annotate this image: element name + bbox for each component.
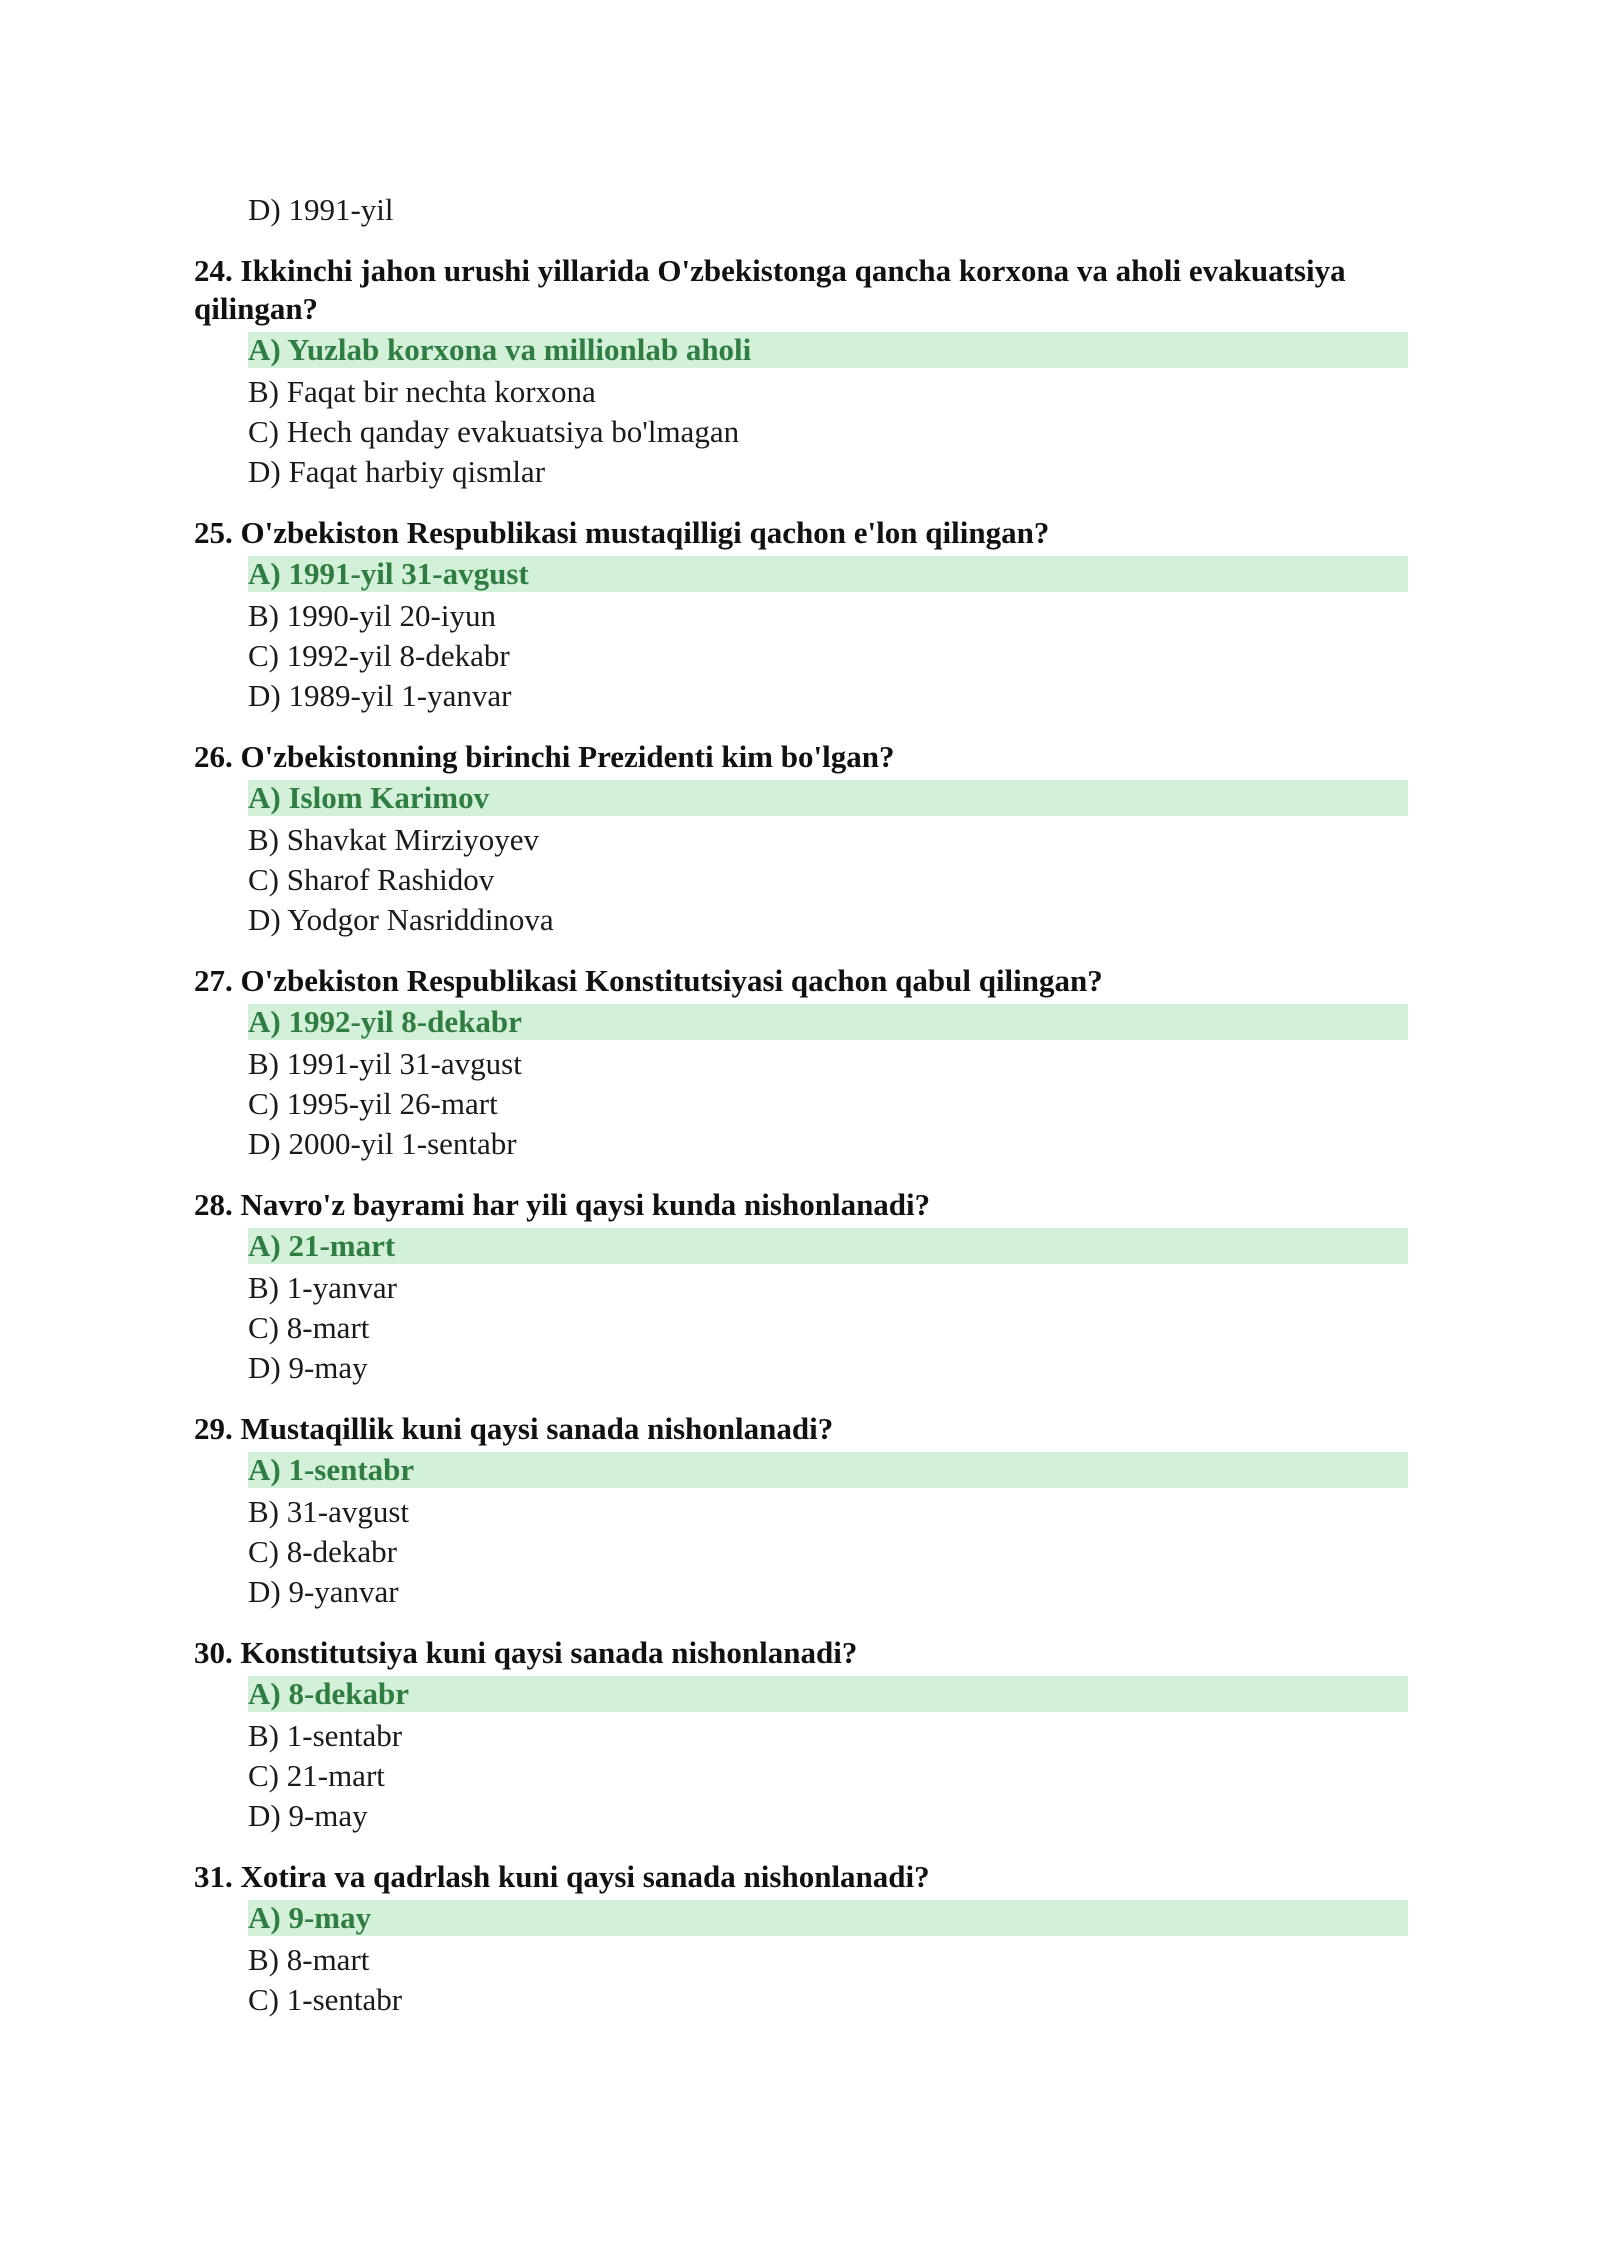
question-text: 29. Mustaqillik kuni qaysi sanada nishonlanadi? bbox=[194, 1411, 834, 1446]
answer-options bbox=[194, 780, 1408, 940]
question-block bbox=[194, 1634, 1408, 1836]
correct-answer-option: A) 1992-yil 8-dekabr bbox=[248, 1004, 1408, 1040]
answer-option: C) Hech qanday evakuatsiya bo'lmagan bbox=[248, 414, 740, 449]
correct-answer-option: A) 1-sentabr bbox=[248, 1452, 1408, 1488]
answer-option: B) Faqat bir nechta korxona bbox=[248, 374, 596, 409]
question-text: 28. Navro'z bayrami har yili qaysi kunda nishonlanadi? bbox=[194, 1187, 931, 1222]
answer-option: B) 8-mart bbox=[248, 1942, 370, 1977]
question-text: 25. O'zbekiston Respublikasi mustaqilligi qachon e'lon qilingan? bbox=[194, 515, 1050, 550]
answer-option: D) 9-yanvar bbox=[248, 1574, 399, 1609]
answer-option: D) 9-may bbox=[248, 1798, 368, 1833]
answer-option: C) 1995-yil 26-mart bbox=[248, 1086, 498, 1121]
answer-option: C) 1992-yil 8-dekabr bbox=[248, 638, 510, 673]
answer-option: D) Yodgor Nasriddinova bbox=[248, 902, 554, 937]
answer-option: D) Faqat harbiy qismlar bbox=[248, 454, 546, 489]
answer-option: C) Sharof Rashidov bbox=[248, 862, 495, 897]
answer-option: C) 8-mart bbox=[248, 1310, 370, 1345]
question-text: 27. O'zbekiston Respublikasi Konstitutsiyasi qachon qabul qilingan? bbox=[194, 963, 1103, 998]
answer-option: D) 9-may bbox=[248, 1350, 368, 1385]
question-block bbox=[194, 962, 1408, 1164]
answer-options bbox=[194, 1228, 1408, 1388]
question-block bbox=[194, 738, 1408, 940]
question-text: 30. Konstitutsiya kuni qaysi sanada nishonlanadi? bbox=[194, 1635, 858, 1670]
answer-option: C) 21-mart bbox=[248, 1758, 385, 1793]
answer-options bbox=[194, 1452, 1408, 1612]
correct-answer-option: A) 21-mart bbox=[248, 1228, 1408, 1264]
quiz-content bbox=[194, 190, 1408, 2020]
answer-option: C) 1-sentabr bbox=[248, 1982, 403, 2017]
correct-answer-option: A) 8-dekabr bbox=[248, 1676, 1408, 1712]
question-block bbox=[194, 1858, 1408, 2020]
correct-answer-option: A) Islom Karimov bbox=[248, 780, 1408, 816]
question-block bbox=[194, 1410, 1408, 1612]
answer-options bbox=[194, 1004, 1408, 1164]
answer-option: B) 1-sentabr bbox=[248, 1718, 403, 1753]
question-text: 26. O'zbekistonning birinchi Prezidenti kim bo'lgan? bbox=[194, 739, 895, 774]
answer-options bbox=[194, 332, 1408, 492]
question-text: 31. Xotira va qadrlash kuni qaysi sanada nishonlanadi? bbox=[194, 1859, 930, 1894]
answer-options bbox=[194, 556, 1408, 716]
question-text: 24. Ikkinchi jahon urushi yillarida O'zbekistonga qancha korxona va aholi evakuatsiya qilingan? bbox=[194, 253, 1346, 326]
answer-option: B) Shavkat Mirziyoyev bbox=[248, 822, 540, 857]
answer-options bbox=[194, 1676, 1408, 1836]
answer-options bbox=[194, 1900, 1408, 2020]
question-block bbox=[194, 1186, 1408, 1388]
question-block bbox=[194, 252, 1408, 492]
correct-answer-option: A) Yuzlab korxona va millionlab aholi bbox=[248, 332, 1408, 368]
correct-answer-option: A) 1991-yil 31-avgust bbox=[248, 556, 1408, 592]
answer-option: B) 1-yanvar bbox=[248, 1270, 397, 1305]
question-list bbox=[194, 252, 1408, 2020]
answer-option: B) 1991-yil 31-avgust bbox=[248, 1046, 522, 1081]
question-block bbox=[194, 514, 1408, 716]
answer-option: B) 1990-yil 20-iyun bbox=[248, 598, 496, 633]
previous-question-option: D) 1991-yil bbox=[248, 192, 394, 227]
answer-option: B) 31-avgust bbox=[248, 1494, 410, 1529]
answer-option: D) 2000-yil 1-sentabr bbox=[248, 1126, 517, 1161]
answer-option: D) 1989-yil 1-yanvar bbox=[248, 678, 512, 713]
answer-option: C) 8-dekabr bbox=[248, 1534, 397, 1569]
correct-answer-option: A) 9-may bbox=[248, 1900, 1408, 1936]
